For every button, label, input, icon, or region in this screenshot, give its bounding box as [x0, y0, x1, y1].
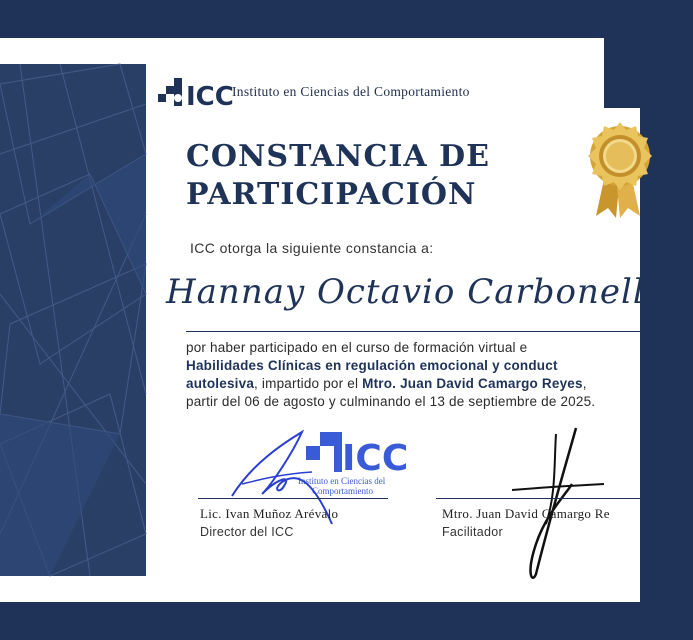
- corner-band: [604, 38, 640, 108]
- body-line-2: [186, 357, 656, 375]
- institution-name: Instituto en Ciencias del Comportamiento: [232, 84, 470, 99]
- icc-logo: [158, 78, 234, 112]
- top-border: [0, 0, 640, 38]
- logo-text: ICC: [186, 82, 234, 112]
- signer-2-name: Mtro. Juan David Camargo Re: [442, 506, 610, 521]
- recipient-underline: [186, 331, 640, 332]
- body-line-1: por haber participado en el curso de formación virtual e: [186, 340, 528, 355]
- stamp-line-2: Comportamiento: [312, 486, 373, 496]
- decorative-side-panel: [0, 64, 146, 576]
- intro-text: ICC otorga la siguiente constancia a:: [190, 240, 434, 256]
- stamp-line-1: Instituto en Ciencias del: [298, 476, 386, 486]
- stamp-text: ICC: [342, 438, 409, 479]
- body-line-3-mid: , impartido por el: [254, 376, 363, 391]
- signer-2-role: Facilitador: [442, 525, 503, 539]
- body-line-4: partir del 06 de agosto y culminando el 13 de septiembre de 2025.: [186, 394, 596, 409]
- handwritten-signature-2: [506, 424, 606, 584]
- signer-1-name: Lic. Ivan Muñoz Arévalo: [200, 506, 339, 521]
- body-line-3: [186, 375, 656, 393]
- recipient-name: Hannay Octavio Carbonell Zi: [166, 272, 693, 312]
- signature-line-2: [436, 498, 640, 499]
- title-line-1: CONSTANCIA DE: [186, 139, 490, 174]
- signer-1-role: Director del ICC: [200, 525, 294, 539]
- course-title-end: autolesiva: [186, 376, 255, 391]
- instructor-name: Mtro. Juan David Camargo Reyes: [362, 376, 583, 391]
- gold-seal-icon: [588, 120, 648, 220]
- certificate-body: [186, 339, 656, 411]
- course-title: Habilidades Clínicas en regulación emocional y conduct: [186, 358, 558, 373]
- certificate-title: [186, 138, 490, 214]
- title-line-2: PARTICIPACIÓN: [186, 177, 477, 212]
- signature-line-1: [198, 498, 388, 499]
- body-line-3-end: ,: [582, 376, 587, 391]
- bottom-border: [0, 602, 640, 640]
